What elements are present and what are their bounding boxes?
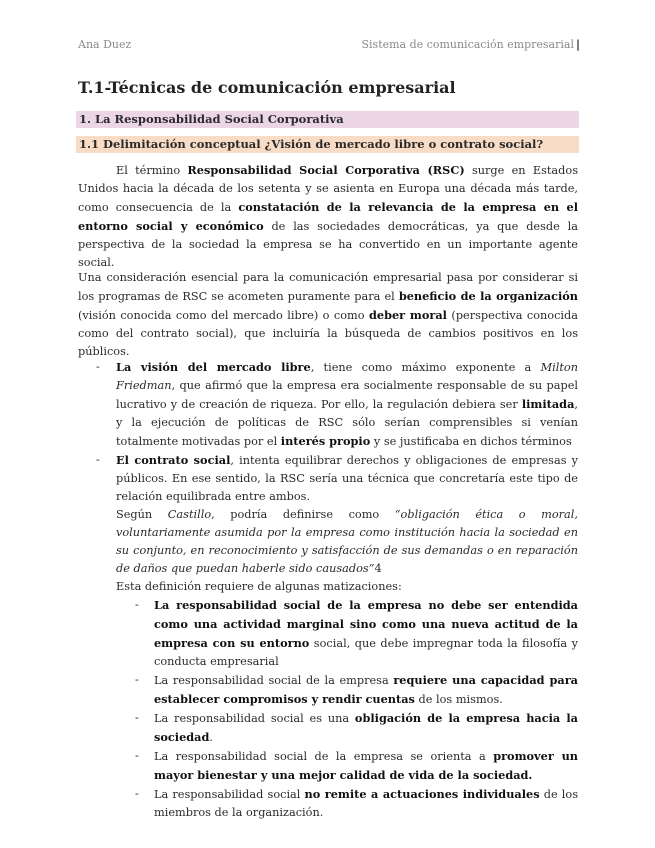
sub-dash: - <box>135 749 139 762</box>
header-subject <box>362 38 581 51</box>
p2-t2: (visión conocida como del mercado libre) o como <box>78 309 369 322</box>
s2-t2: de los mismos. <box>414 693 503 706</box>
p2-t1: Una consideración esencial para la comunicación empresarial pasa por considerar si los programas de RSC se acometen puramente para el <box>78 271 578 303</box>
s5-t2: de los miembros de la organización. <box>154 788 579 819</box>
b1-t3: , y la ejecución de políticas de RSC sólo serían comprensibles si venían totalmente motivadas por el <box>116 398 578 448</box>
s2-t1: La responsabilidad social de la empresa <box>154 674 394 687</box>
s5-b1: no remite a actuaciones individuales <box>304 787 540 801</box>
list-item <box>116 671 578 709</box>
s3-t2: . <box>209 731 213 744</box>
page-header <box>78 38 580 51</box>
b2-t3: , podría definirse como <box>211 508 395 521</box>
list-item <box>78 358 578 451</box>
paragraph-2 <box>78 269 578 361</box>
s4-b1: promover un mayor bienestar y una mejor calidad de vida de la sociedad. <box>154 749 579 782</box>
b1-b2: limitada <box>521 397 575 411</box>
b1-t4: y se justificaba en dichos términos <box>370 435 572 448</box>
list-item <box>116 596 578 671</box>
p1-b2: constatación de la relevancia de la empresa en el entorno social y económico <box>78 200 578 233</box>
b2-t5: Esta definición requiere de algunas matizaciones: <box>116 580 402 593</box>
s3-t1: La responsabilidad social es una <box>154 712 355 725</box>
p1-t2: surge en Estados Unidos hacia la década de los setenta y se asienta en Europa una década más tarde, como consecuencia de la <box>78 164 578 214</box>
paragraph-1 <box>78 161 578 272</box>
header-bar: | <box>575 38 580 51</box>
header-subject-text: Sistema de comunicación empresarial <box>361 38 574 51</box>
b1-t2: , que afirmó que la empresa era socialmente responsable de su papel lucrativo y de creación de riqueza. Por ello, la regulación debiera ser <box>116 379 578 411</box>
page-title: T.1-Técnicas de comunicación empresarial <box>78 78 456 97</box>
b1-i1: Milton Friedman <box>116 361 578 392</box>
list-item <box>78 451 578 822</box>
sub-dash: - <box>135 787 139 800</box>
bullet-list <box>78 358 578 822</box>
s3-b1: obligación de la empresa hacia la sociedad <box>154 711 579 744</box>
s2-b1: requiere una capacidad para establecer compromisos y rendir cuentas <box>154 673 578 706</box>
bullet-dash: - <box>96 453 100 466</box>
list-item <box>116 785 578 822</box>
list-item <box>116 747 578 785</box>
b1-t1: , tiene como máximo exponente a <box>310 361 541 374</box>
b2-t4: 4 <box>374 562 382 575</box>
b1-b1: La visión del mercado libre <box>116 360 311 374</box>
b2-i1: Castillo <box>167 508 212 521</box>
p1-t3: de las sociedades democráticas, ya que desde la perspectiva de la sociedad la empresa se ha convertido en un importante agente social. <box>78 220 579 269</box>
section-heading-1: 1. La Responsabilidad Social Corporativa <box>76 111 579 128</box>
section-heading-1-1: 1.1 Delimitación conceptual ¿Visión de mercado libre o contrato social? <box>76 136 579 153</box>
p2-b1: beneficio de la organización <box>398 289 578 303</box>
b2-t2: Según <box>116 508 168 521</box>
p2-t3: (perspectiva conocida como del contrato social), que incluiría la búsqueda de cambios positivos en los públicos. <box>78 309 579 358</box>
s5-t1: La responsabilidad social <box>154 788 305 801</box>
s4-t1: La responsabilidad social de la empresa se orienta a <box>154 750 494 763</box>
sub-list <box>116 596 578 822</box>
p1-t1: El término <box>116 164 188 177</box>
sub-dash: - <box>135 598 139 611</box>
sub-dash: - <box>135 673 139 686</box>
b2-i2: “obligación ética o moral, voluntariamente asumida por la empresa como institución hacia la sociedad en su conjunto, en reconocimiento y satisfacción de sus demandas o en reparación de daños que puedan haberle sido causados” <box>116 508 578 575</box>
s1-b1: La responsabilidad social de la empresa no debe ser entendida como una actividad marginal sino como una nueva actitud de la empresa con su entorno <box>154 598 578 650</box>
p1-b1: Responsabilidad Social Corporativa (RSC) <box>187 163 465 177</box>
p2-b2: deber moral <box>369 308 447 322</box>
b2-b1: El contrato social <box>116 453 231 467</box>
b2-t1: , intenta equilibrar derechos y obligaciones de empresas y públicos. En ese sentido, la RSC sería una técnica que concretaría este tipo de relación equilibrada entre ambos. <box>116 454 578 503</box>
list-item <box>116 709 578 747</box>
sub-dash: - <box>135 711 139 724</box>
bullet-dash: - <box>96 360 100 373</box>
header-author: Ana Duez <box>78 38 132 51</box>
b1-b3: interés propio <box>280 434 371 448</box>
s1-t1: social, que debe impregnar toda la filosofía y conducta empresarial <box>154 637 578 668</box>
